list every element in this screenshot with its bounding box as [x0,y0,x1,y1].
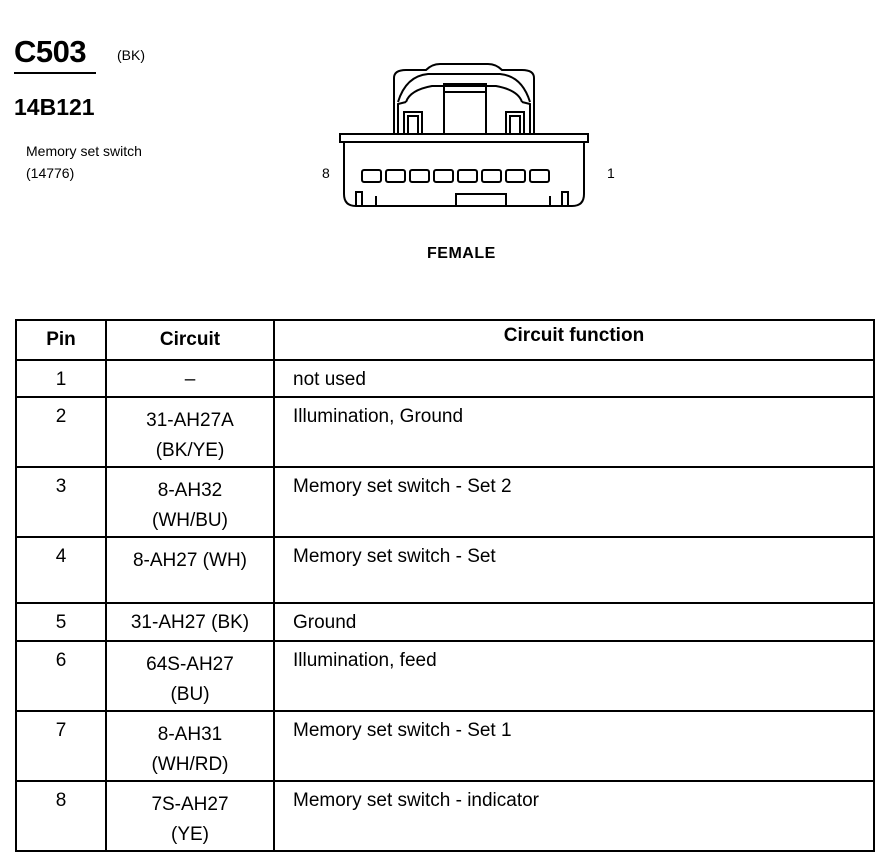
pin-number: 8 [16,781,106,851]
circuit-line2: (WH/BU) [152,510,228,531]
connector-id: C503 [14,34,87,69]
connector-gender: FEMALE [427,245,496,262]
circuit-function: Memory set switch - Set 2 [274,467,874,537]
table-row [16,397,874,467]
circuit-code [106,537,274,603]
circuit-line1: – [184,369,196,390]
pin-number: 1 [16,360,106,397]
connector-color: (BK) [117,47,145,63]
table-row [16,537,874,603]
circuit-line1: 31-AH27 (BK) [130,612,250,633]
circuit-line1: 31-AH27A [146,410,234,431]
part-number: 14B121 [14,94,95,120]
circuit-line1: 8-AH27 (WH) [132,550,247,571]
pin-number: 5 [16,603,106,641]
circuit-line1: 64S-AH27 [146,654,234,675]
circuit-function: not used [274,360,874,397]
circuit-code [106,467,274,537]
circuit-line1: 8-AH32 [157,480,223,501]
circuit-line1: 7S-AH27 [151,794,229,815]
pin-number: 6 [16,641,106,711]
header-circuit-function: Circuit function [274,320,874,360]
pin-number: 7 [16,711,106,781]
header-circuit: Circuit [106,320,274,360]
table-row [16,781,874,851]
circuit-code [106,397,274,467]
pin-number: 2 [16,397,106,467]
pin-number: 4 [16,537,106,603]
pin-table [15,319,875,852]
pin-number: 3 [16,467,106,537]
circuit-line2: (WH/RD) [151,754,229,775]
connector-id-underline [14,72,96,74]
header-pin: Pin [16,320,106,360]
connector-face-diagram [336,62,592,214]
circuit-function: Memory set switch - indicator [274,781,874,851]
circuit-function: Memory set switch - Set [274,537,874,603]
pin-label-left: 8 [322,165,330,181]
circuit-function: Memory set switch - Set 1 [274,711,874,781]
circuit-line2: (BK/YE) [155,440,225,461]
circuit-code [106,711,274,781]
table-row [16,467,874,537]
circuit-function: Ground [274,603,874,641]
pin-label-right: 1 [607,165,615,181]
table-header-row [16,320,874,360]
table-row [16,603,874,641]
circuit-code [106,781,274,851]
circuit-line2: (YE) [171,824,209,845]
component-description: Memory set switch [26,143,142,159]
circuit-code [106,360,274,397]
component-number: (14776) [26,165,75,181]
table-row [16,711,874,781]
circuit-code [106,603,274,641]
table-row [16,360,874,397]
circuit-line1: 8-AH31 [157,724,223,745]
circuit-function: Illumination, feed [274,641,874,711]
circuit-line2: (BU) [170,684,210,705]
table-row [16,641,874,711]
circuit-code [106,641,274,711]
circuit-function: Illumination, Ground [274,397,874,467]
